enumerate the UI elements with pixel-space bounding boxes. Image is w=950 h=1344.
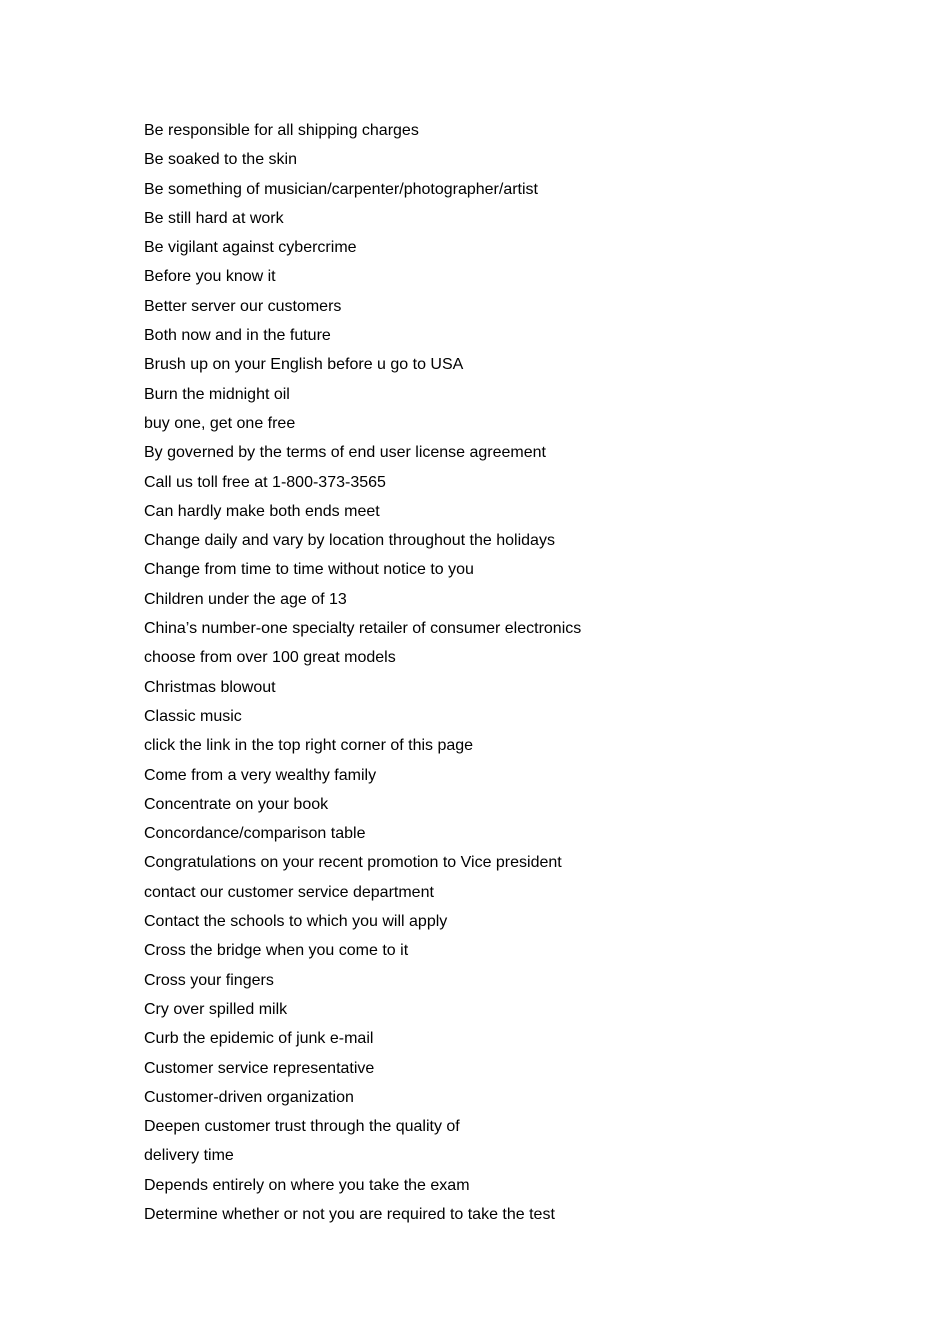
phrase-line: click the link in the top right corner of this page	[144, 737, 474, 755]
phrase-line: Be something of musician/carpenter/photographer/artist	[144, 180, 538, 198]
phrase-line: Cross your fingers	[144, 971, 274, 989]
phrase-line: By governed by the terms of end user license agreement	[144, 444, 546, 462]
phrase-line: Deepen customer trust through the quality of	[144, 1118, 460, 1136]
phrase-line: Change daily and vary by location throughout the holidays	[144, 532, 555, 550]
phrase-line: Curb the epidemic of junk e-mail	[144, 1030, 374, 1048]
phrase-list	[144, 118, 864, 1231]
phrase-line: Christmas blowout	[144, 678, 276, 696]
phrase-line: Determine whether or not you are required to take the test	[144, 1205, 555, 1223]
phrase-line: contact our customer service department	[144, 883, 434, 901]
phrase-line: Both now and in the future	[144, 327, 331, 345]
phrase-line: buy one, get one free	[144, 414, 296, 432]
phrase-line: Burn the midnight oil	[144, 385, 290, 403]
phrase-line: choose from over 100 great models	[144, 649, 396, 667]
phrase-line: Cross the bridge when you come to it	[144, 942, 409, 960]
phrase-line: Call us toll free at 1-800-373-3565	[144, 473, 386, 491]
phrase-line: Can hardly make both ends meet	[144, 502, 380, 520]
phrase-line: Customer-driven organization	[144, 1088, 354, 1106]
phrase-line: Better server our customers	[144, 297, 342, 315]
phrase-line: Come from a very wealthy family	[144, 766, 377, 784]
phrase-line: Change from time to time without notice to you	[144, 561, 474, 579]
phrase-line: Children under the age of 13	[144, 590, 347, 608]
phrase-line: Cry over spilled milk	[144, 1000, 288, 1018]
phrase-line: Concentrate on your book	[144, 795, 329, 813]
phrase-line: Depends entirely on where you take the exam	[144, 1176, 470, 1194]
phrase-line: delivery time	[144, 1147, 234, 1165]
phrase-line: Contact the schools to which you will apply	[144, 913, 448, 931]
phrase-line: Congratulations on your recent promotion to Vice president	[144, 854, 562, 872]
phrase-line: Be soaked to the skin	[144, 151, 297, 169]
phrase-line: China’s number-one specialty retailer of consumer electronics	[144, 620, 582, 638]
phrase-line: Be vigilant against cybercrime	[144, 239, 357, 257]
phrase-line: Be still hard at work	[144, 209, 284, 227]
phrase-line: Before you know it	[144, 268, 276, 286]
phrase-line: Classic music	[144, 707, 242, 725]
phrase-line: Concordance/comparison table	[144, 825, 366, 843]
phrase-line: Customer service representative	[144, 1059, 375, 1077]
phrase-line: Brush up on your English before u go to USA	[144, 356, 464, 374]
phrase-line: Be responsible for all shipping charges	[144, 122, 419, 139]
